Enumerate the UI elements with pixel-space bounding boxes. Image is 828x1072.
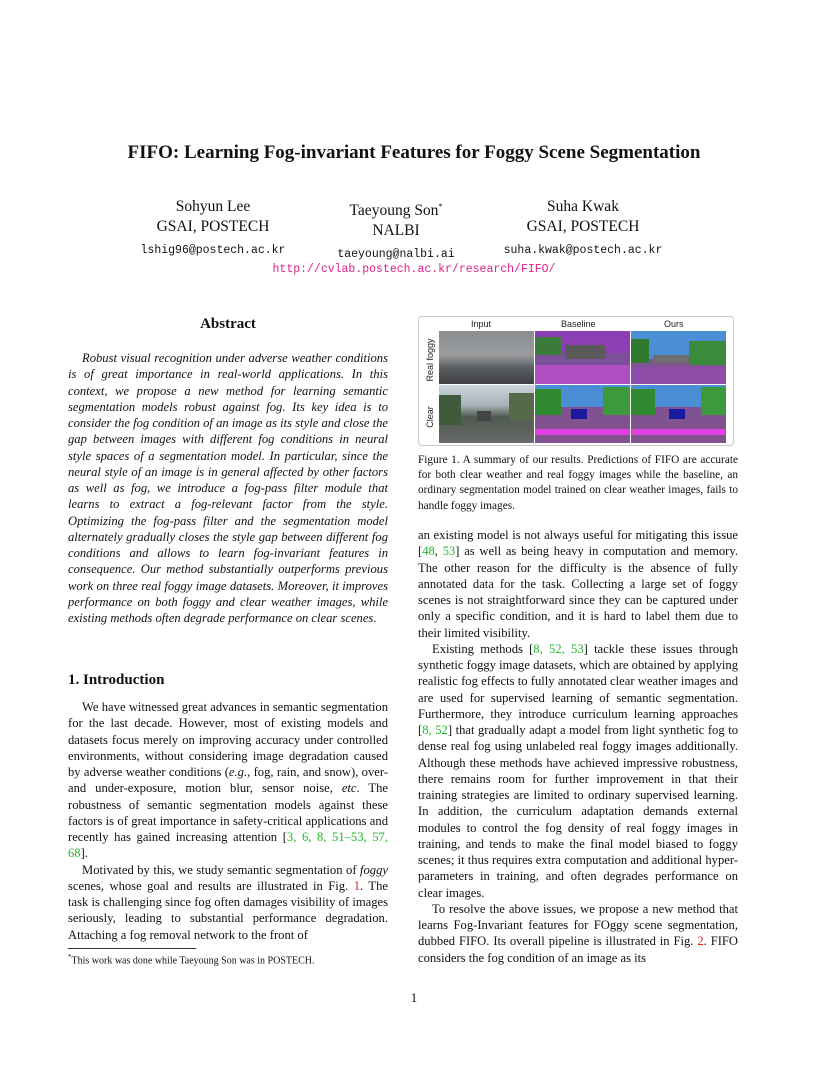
text-run: foggy <box>360 862 388 877</box>
right-paragraph-3 <box>418 901 738 966</box>
author-affiliation: GSAI, POSTECH <box>526 218 640 235</box>
right-paragraph-2 <box>418 641 738 901</box>
figure-1-caption: Figure 1. A summary of our results. Predictions of FIFO are accurate for both clear weather and real foggy images while the baseline, an ordinary segmentation model trained on clear weather images, fails to handle foggy images. <box>418 454 738 512</box>
citation-link[interactable]: 53 <box>442 544 456 559</box>
section-heading-introduction: 1. Introduction <box>68 672 165 688</box>
row-label-clear: Clear <box>425 406 435 428</box>
text-run: ] that gradually adapt a model from light synthetic fog to dense real fog using unlabeled real foggy images additionally. Although these methods have achieved impressive robustness, there remains room for further improvement in that their training strategies are limited to ordinary supervised learning. In addition, the curriculum adaptation demands external modules to control the fog density of real foggy images in training, and tends to make the final model biased to foggy scenes; it thus requires extra computation and additional hyper-parameters in training, and often degrades performance on clear images. <box>418 723 739 900</box>
author-2 <box>296 197 496 265</box>
foggy-input-image <box>439 331 534 384</box>
author-3 <box>483 197 683 261</box>
row-label-foggy: Real foggy <box>425 338 435 382</box>
author-name: Suha Kwak <box>547 198 619 215</box>
footnote-divider <box>68 948 196 949</box>
text-run: Existing methods [ <box>432 641 534 656</box>
citation-link[interactable]: 8, 52, 53 <box>533 641 584 656</box>
abstract-heading: Abstract <box>200 316 256 332</box>
author-affiliation: NALBI <box>372 222 420 240</box>
citation-link[interactable]: 3, 6, 8, 51–53, 57, 68 <box>68 830 388 861</box>
figure-ref-link[interactable]: 2 <box>697 934 704 949</box>
text-run: To resolve the above issues, we propose a new method that learns Fog-Invariant features for FOggy scene segmentation, dubbed FIFO. Its overall pipeline is illustrated in Fig. <box>418 901 738 949</box>
text-run: an existing model is not always useful for mitigating this issue [ <box>418 528 738 559</box>
author-name: Sohyun Lee <box>175 198 251 215</box>
right-column-body <box>418 527 738 966</box>
text-run: . FIFO considers the fog condition of an image as its <box>418 934 738 965</box>
author-affiliation: GSAI, POSTECH <box>156 218 270 235</box>
footnote <box>68 953 398 966</box>
intro-body <box>68 699 388 943</box>
author-email: taeyoung@nalbi.ai <box>337 248 455 262</box>
text-run: , fog, rain, and snow), over- and under-exposure, motion blur, sensor noise, <box>68 765 388 796</box>
footnote-marker: * <box>68 953 72 961</box>
foggy-ours-segmentation <box>631 331 726 384</box>
citation-link[interactable]: 48 <box>422 544 435 559</box>
col-label-ours: Ours <box>664 319 684 329</box>
author-1 <box>113 197 313 261</box>
clear-baseline-segmentation <box>535 385 630 443</box>
intro-paragraph-1 <box>68 699 388 862</box>
clear-ours-segmentation <box>631 385 726 443</box>
abstract-body <box>68 350 388 626</box>
intro-paragraph-2 <box>68 862 388 943</box>
text-run: . The task is challenging since fog often damages visibility of images seriously, leading to substantial performance degradation. Attaching a fog removal network to the front of <box>68 878 388 942</box>
author-name: Taeyoung Son <box>349 202 439 220</box>
figure-ref-link[interactable]: 1 <box>353 878 361 893</box>
author-email: suha.kwak@postech.ac.kr <box>503 244 663 257</box>
text-run: etc <box>341 781 357 796</box>
text-run: ] tackle these issues through synthetic foggy image datasets, which are obtained by applying realistic fog effects to fully annotated clear weather images and are used for supervised learning of semantic segmentation. Furthermore, they introduce curriculum learning approaches [ <box>418 641 739 737</box>
text-run: . The robustness of semantic segmentation models against these factors is of great importance in safety-critical applications and recently has gained increasing attention [ <box>68 781 388 844</box>
text-run: ] as well as being heavy in computation and memory. The other reason for the difficulty is the absence of fully annotated data for the task. Collecting a large set of foggy scenes is not straightforward since they can be captured under only a specific condition, and it is hard to label them due to their limited visibility. <box>418 544 739 640</box>
text-run: We have witnessed great advances in semantic segmentation for the last decade. However, most of existing models and datasets focus merely on improving accuracy under controlled environments, without considering image degradation caused by adverse weather conditions ( <box>68 700 388 779</box>
abstract-text: Robust visual recognition under adverse weather conditions is of great importance in real-world applications. In this context, we propose a new method for learning semantic segmentation models robust against fog. Its key idea is to consider the fog condition of an image as its style and close the gap between images with different fog conditions in neural style spaces of a segmentation model. In particular, since the neural style of an image is in general affected by other factors as well as fog, we introduce a fog-pass filter module that learns to extract a fog-relevant factor from the style. Optimizing the fog-pass filter and the segmentation model alternately gradually closes the style gap between different fog conditions and allows to learn fog-invariant features in consequence. Our method substantially outperforms previous work on three real foggy image datasets. Moreover, it improves performance on both foggy and clear weather images, while existing methods often degrade performance on clear scenes. <box>68 351 388 625</box>
footnote-text: This work was done while Taeyoung Son was in POSTECH. <box>71 955 315 967</box>
page-number: 1 <box>410 990 418 1005</box>
citation-link[interactable]: 8, 52 <box>422 723 448 737</box>
right-paragraph-1: an existing model is not always useful for mitigating this issue [48, 53] as well as being heavy in computation and memory. The other reason for the difficulty is the absence of fully annotated data for the task. Collecting a large set of foggy scenes is not straightforward since they can be captured under only a specific condition, and it is hard to label them due to their limited visibility. <box>418 528 739 640</box>
paper-title: FIFO: Learning Fog-invariant Features for Foggy Scene Segmentation <box>127 142 701 163</box>
col-label-input: Input <box>471 319 492 329</box>
foggy-baseline-segmentation <box>535 331 630 384</box>
col-label-baseline: Baseline <box>561 319 596 329</box>
text-run: e.g. <box>228 765 248 779</box>
author-email: lshig96@postech.ac.kr <box>140 244 286 257</box>
figure-1 <box>418 316 734 446</box>
text-run: ]. <box>80 846 88 861</box>
project-url-link[interactable]: http://cvlab.postech.ac.kr/research/FIFO/ <box>272 263 556 276</box>
author-name-line <box>296 197 496 221</box>
text-run: Motivated by this, we study semantic segmentation of <box>82 862 361 877</box>
clear-input-image <box>439 385 534 443</box>
author-marker: * <box>438 202 443 211</box>
text-run: scenes, whose goal and results are illustrated in Fig. <box>68 878 354 893</box>
